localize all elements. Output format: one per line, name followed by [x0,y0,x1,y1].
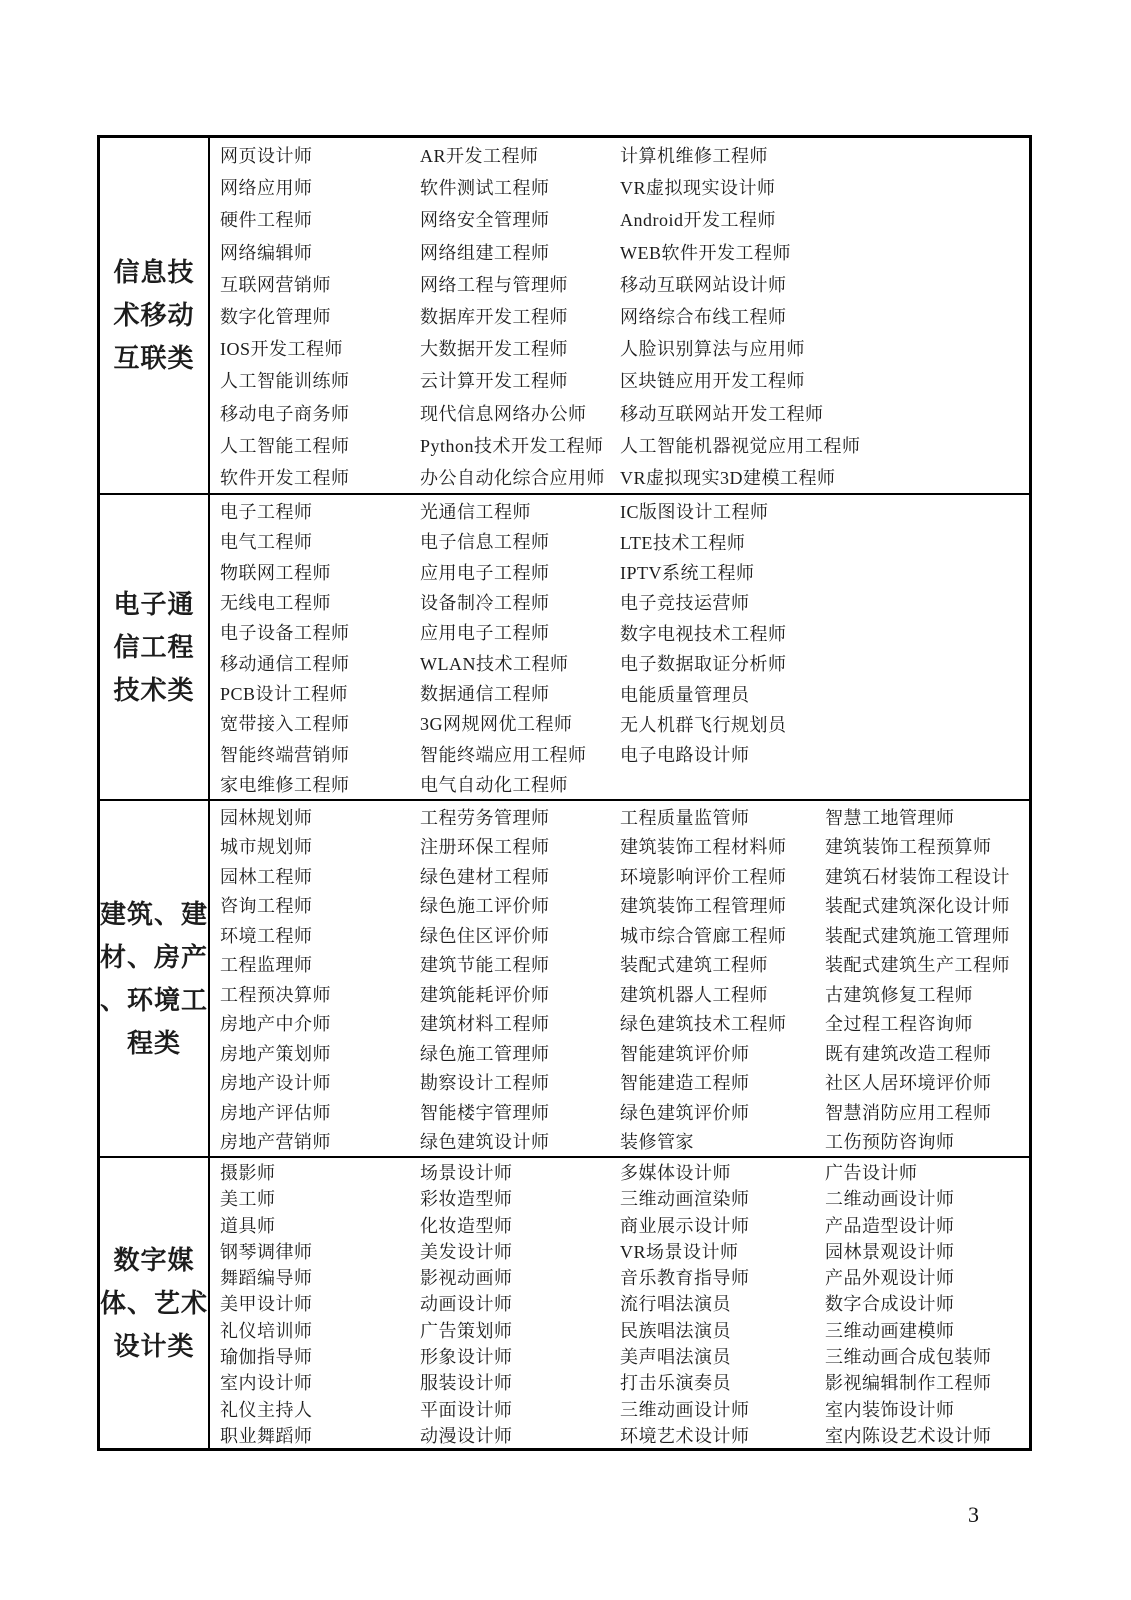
job-item: 智慧消防应用工程师 [825,1102,992,1123]
category-line: 体、艺术 [100,1288,209,1318]
job-item: 钢琴调律师 [220,1241,313,1262]
job-item: 电子信息工程师 [420,532,550,553]
job-item: 彩妆造型师 [420,1189,513,1210]
job-item: 装修管家 [620,1132,694,1153]
category-line: 建筑、建 [100,899,209,929]
job-item: 装配式建筑施工管理师 [825,925,1010,946]
job-item: 设备制冷工程师 [420,593,550,614]
job-item: 数字电视技术工程师 [620,623,787,644]
category-label [100,138,210,493]
job-item: 动漫设计师 [420,1425,513,1446]
category-label [100,495,210,799]
category-line: 、环境工 [100,985,209,1015]
job-item: 电能质量管理员 [620,684,750,705]
job-item: 无线电工程师 [220,593,331,614]
job-item: 美工师 [220,1189,276,1210]
category-line: 信工程 [113,632,195,662]
job-item: 人工智能工程师 [220,435,350,456]
job-item: 移动互联网站设计师 [620,274,787,295]
job-item: 绿色建筑评价师 [620,1102,750,1123]
job-column [220,802,420,1156]
job-column [420,496,620,799]
job-item: 三维动画建模师 [825,1320,955,1341]
job-item: 网络综合布线工程师 [620,307,787,328]
job-item: 环境影响评价工程师 [620,866,787,887]
job-item: 流行唱法演员 [620,1294,731,1315]
job-item: 移动互联网站开发工程师 [620,403,824,424]
job-item: Python技术开发工程师 [420,435,604,456]
job-item: VR虚拟现实设计师 [620,178,776,199]
job-item: 园林景观设计师 [825,1241,955,1262]
job-item: 物联网工程师 [220,562,331,583]
job-item: 古建筑修复工程师 [825,984,973,1005]
job-item: 城市综合管廊工程师 [620,925,787,946]
job-item: 摄影师 [220,1163,276,1184]
job-item: 勘察设计工程师 [420,1073,550,1094]
job-item: 数字化管理师 [220,307,331,328]
category-line: 程类 [126,1028,181,1058]
job-item: 美甲设计师 [220,1294,313,1315]
job-item: WLAN技术工程师 [420,653,569,674]
job-item: 工程劳务管理师 [420,807,550,828]
job-item: 人工智能训练师 [220,371,350,392]
job-item: 形象设计师 [420,1346,513,1367]
job-item: 网络安全管理师 [420,210,550,231]
job-item: 无人机群飞行规划员 [620,714,787,735]
job-item: 礼仪主持人 [220,1399,313,1420]
job-item: 电气自动化工程师 [420,774,568,795]
job-item: 产品外观设计师 [825,1268,955,1289]
job-item: 智能建造工程师 [620,1073,750,1094]
job-item: 房地产营销师 [220,1132,331,1153]
job-item: 全过程工程咨询师 [825,1014,973,1035]
job-item: LTE技术工程师 [620,532,746,553]
job-item: 咨询工程师 [220,896,313,917]
job-item: 装配式建筑生产工程师 [825,955,1010,976]
job-item: 数字合成设计师 [825,1294,955,1315]
job-column [420,139,620,493]
job-item: 多媒体设计师 [620,1163,731,1184]
job-item: 建筑机器人工程师 [620,984,768,1005]
job-item: 园林工程师 [220,866,313,887]
job-item: 现代信息网络办公师 [420,403,587,424]
job-item: 装配式建筑工程师 [620,955,768,976]
job-item: 商业展示设计师 [620,1215,750,1236]
category-line: 材、房产 [100,942,209,972]
table-section [100,1158,1029,1448]
job-item: IOS开发工程师 [220,339,344,360]
job-item: 室内设计师 [220,1373,313,1394]
job-column [220,139,420,493]
job-column [825,802,1029,1156]
job-item: 三维动画渲染师 [620,1189,750,1210]
job-item: 影视动画师 [420,1268,513,1289]
job-item: 网络工程与管理师 [420,274,568,295]
job-item: 绿色住区评价师 [420,925,550,946]
job-item: 硬件工程师 [220,210,313,231]
job-item: 移动通信工程师 [220,653,350,674]
job-item: 网页设计师 [220,146,313,167]
job-item: 建筑装饰工程材料师 [620,837,787,858]
job-item: 家电维修工程师 [220,774,350,795]
job-item: 礼仪培训师 [220,1320,313,1341]
job-item: 智能建筑评价师 [620,1043,750,1064]
job-item: 建筑材料工程师 [420,1014,550,1035]
job-item: 数据库开发工程师 [420,307,568,328]
category-line: 设计类 [113,1331,195,1361]
job-item: 计算机维修工程师 [620,146,768,167]
job-item: Android开发工程师 [620,210,776,231]
job-item: 绿色施工管理师 [420,1043,550,1064]
job-item: 装配式建筑深化设计师 [825,896,1010,917]
job-item: 移动电子商务师 [220,403,350,424]
job-column [420,1159,620,1448]
job-item: 建筑能耗评价师 [420,984,550,1005]
job-item: 音乐教育指导师 [620,1268,750,1289]
job-item: 光通信工程师 [420,502,531,523]
job-item: 影视编辑制作工程师 [825,1373,992,1394]
category-line: 数字媒 [113,1245,195,1275]
job-item: 软件测试工程师 [420,178,550,199]
job-item: 平面设计师 [420,1399,513,1420]
job-table [97,135,1032,1451]
job-item: 人工智能机器视觉应用工程师 [620,435,861,456]
job-column [620,1159,825,1448]
job-item: 职业舞蹈师 [220,1425,313,1446]
job-item: 应用电子工程师 [420,562,550,583]
job-item: 广告策划师 [420,1320,513,1341]
job-item: 房地产中介师 [220,1014,331,1035]
category-line: 技术类 [113,675,195,705]
job-item: 房地产策划师 [220,1043,331,1064]
job-item: 社区人居环境评价师 [825,1073,992,1094]
job-item: 建筑装饰工程管理师 [620,896,787,917]
job-item: 美声唱法演员 [620,1346,731,1367]
category-label [100,1158,210,1448]
job-item: 电子工程师 [220,502,313,523]
job-item: 三维动画合成包装师 [825,1346,992,1367]
job-item: 绿色建筑设计师 [420,1132,550,1153]
job-item: 人脸识别算法与应用师 [620,339,805,360]
job-column [620,139,1029,493]
job-item: 云计算开发工程师 [420,371,568,392]
job-item: AR开发工程师 [420,146,539,167]
job-column [620,802,825,1156]
job-item: 电气工程师 [220,532,313,553]
job-item: 宽带接入工程师 [220,714,350,735]
job-item: 软件开发工程师 [220,467,350,488]
category-line: 术移动 [113,301,195,330]
job-item: 网络编辑师 [220,242,313,263]
category-line: 信息技 [113,258,195,287]
job-column [620,496,1029,799]
job-item: 绿色建材工程师 [420,866,550,887]
job-item: 房地产设计师 [220,1073,331,1094]
job-item: VR场景设计师 [620,1241,739,1262]
job-item: 大数据开发工程师 [420,339,568,360]
job-item: 城市规划师 [220,837,313,858]
job-item: 室内陈设艺术设计师 [825,1425,992,1446]
job-item: 化妆造型师 [420,1215,513,1236]
jobs-area [210,1158,1029,1448]
table-section [100,801,1029,1158]
job-item: PCB设计工程师 [220,683,349,704]
job-item: 瑜伽指导师 [220,1346,313,1367]
job-item: 智能楼宇管理师 [420,1102,550,1123]
table-section [100,495,1029,801]
job-item: 电子设备工程师 [220,623,350,644]
job-item: 道具师 [220,1215,276,1236]
job-item: 打击乐演奏员 [620,1373,731,1394]
job-item: IC版图设计工程师 [620,502,769,523]
job-item: 三维动画设计师 [620,1399,750,1420]
job-item: 美发设计师 [420,1241,513,1262]
job-column [220,496,420,799]
job-item: 绿色施工评价师 [420,896,550,917]
job-item: 舞蹈编导师 [220,1268,313,1289]
job-item: 智能终端应用工程师 [420,744,587,765]
job-item: 室内装饰设计师 [825,1399,955,1420]
job-item: 区块链应用开发工程师 [620,371,805,392]
job-item: WEB软件开发工程师 [620,242,791,263]
job-item: 房地产评估师 [220,1102,331,1123]
table-section [100,138,1029,495]
category-line: 电子通 [113,589,195,619]
job-column [420,802,620,1156]
job-item: 智慧工地管理师 [825,807,955,828]
page-number: 3 [968,1502,979,1527]
job-item: 工伤预防咨询师 [825,1132,955,1153]
jobs-area [210,495,1029,799]
jobs-area [210,138,1029,493]
job-item: 工程质量监管师 [620,807,750,828]
job-column [825,1159,1029,1448]
job-item: 民族唱法演员 [620,1320,731,1341]
jobs-area [210,801,1029,1156]
job-item: 智能终端营销师 [220,744,350,765]
job-item: 工程预决算师 [220,984,331,1005]
job-item: 网络组建工程师 [420,242,550,263]
job-item: 场景设计师 [420,1163,513,1184]
job-item: 电子电路设计师 [620,745,750,766]
job-item: 产品造型设计师 [825,1215,955,1236]
job-item: 工程监理师 [220,955,313,976]
job-item: 电子竞技运营师 [620,593,750,614]
job-item: 数据通信工程师 [420,683,550,704]
job-item: 环境工程师 [220,925,313,946]
job-item: 3G网规网优工程师 [420,714,573,735]
job-item: 建筑节能工程师 [420,955,550,976]
job-item: 二维动画设计师 [825,1189,955,1210]
job-item: IPTV系统工程师 [620,562,755,583]
job-item: 网络应用师 [220,178,313,199]
job-item: 建筑石材装饰工程设计 [825,866,1010,887]
job-item: 建筑装饰工程预算师 [825,837,992,858]
job-item: 应用电子工程师 [420,623,550,644]
job-item: 电子数据取证分析师 [620,654,787,675]
job-item: 办公自动化综合应用师 [420,467,605,488]
job-item: 动画设计师 [420,1294,513,1315]
job-item: 注册环保工程师 [420,837,550,858]
category-label [100,801,210,1156]
job-item: 广告设计师 [825,1163,918,1184]
job-item: VR虚拟现实3D建模工程师 [620,467,836,488]
category-line: 互联类 [113,344,195,373]
job-column [220,1159,420,1448]
job-item: 服装设计师 [420,1373,513,1394]
job-item: 既有建筑改造工程师 [825,1043,992,1064]
job-item: 环境艺术设计师 [620,1425,750,1446]
job-item: 园林规划师 [220,807,313,828]
job-item: 绿色建筑技术工程师 [620,1014,787,1035]
job-item: 互联网营销师 [220,274,331,295]
